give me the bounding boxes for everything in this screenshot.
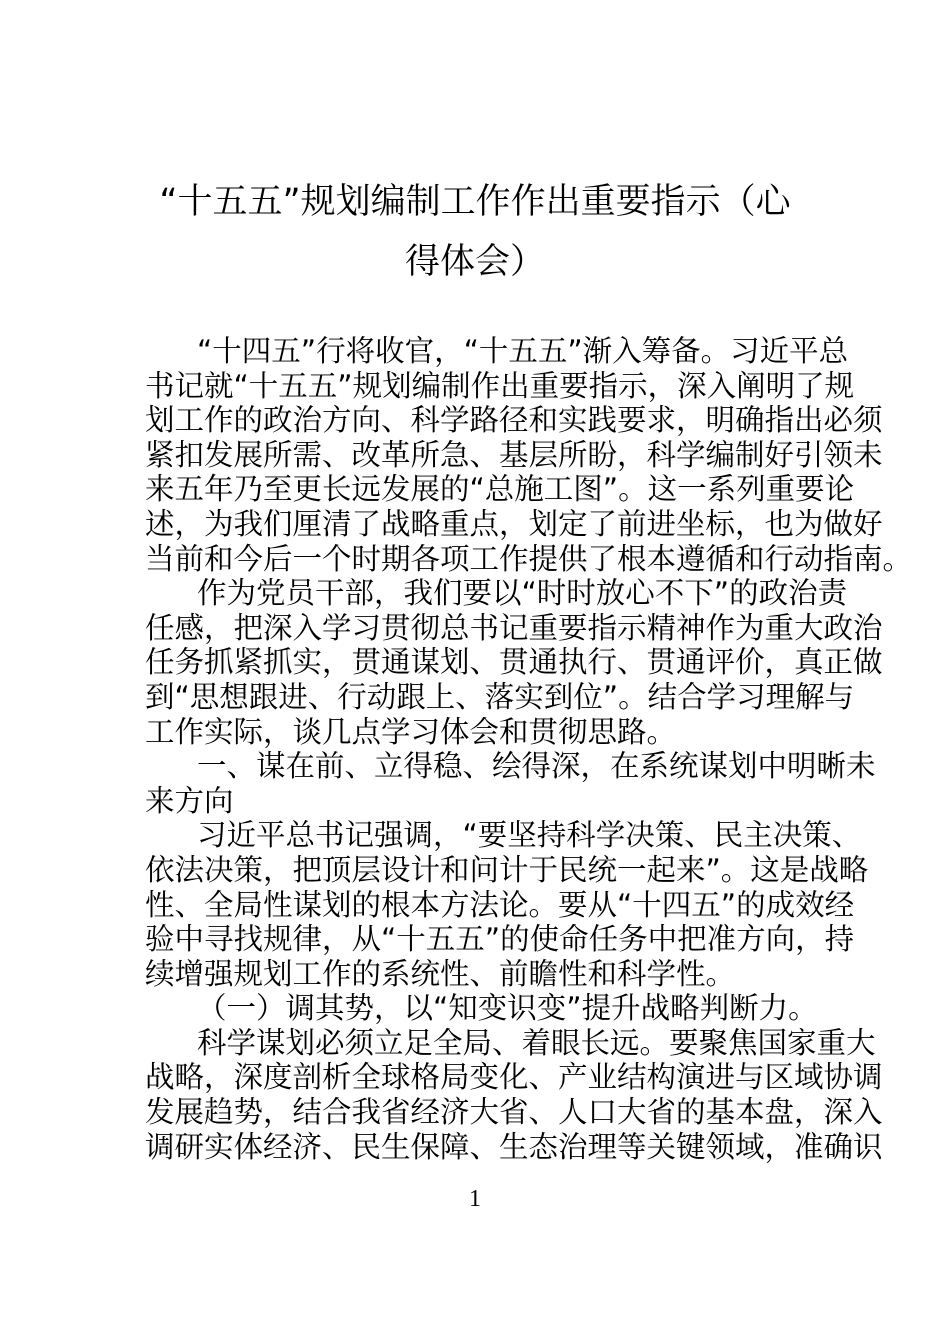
paragraph-intro (145, 334, 913, 576)
text-line: 战略，深度剖析全球格局变化、产业结构演进与区域协调 (145, 1060, 883, 1095)
text-line: 任感，把深入学习贯彻总书记重要指示精神作为重大政治 (145, 610, 883, 645)
text-line: 调研实体经济、民生保障、生态治理等关键领域，准确识 (145, 1129, 883, 1164)
text-line: 发展趋势，结合我省经济大省、人口大省的基本盘，深入 (145, 1095, 883, 1130)
page-number: 1 (469, 1186, 481, 1212)
text-line: 划工作的政治方向、科学路径和实践要求，明确指出必须 (145, 403, 883, 438)
subsection-heading-1-1 (145, 991, 818, 1026)
paragraph-method (145, 818, 869, 991)
title-line: “十五五”规划编制工作作出重要指示（心 (159, 182, 791, 222)
text-line: 工作实际，谈几点学习体会和贯彻思路。 (145, 714, 677, 749)
text-line: 当前和今后一个时期各项工作提供了根本遵循和行动指南。 (145, 541, 913, 576)
text-line: 性、全局性谋划的根本方法论。要从“十四五”的成效经 (145, 887, 855, 922)
paragraph-commitment (145, 576, 883, 749)
title-line: 得体会） (404, 242, 545, 282)
heading-line: 来方向 (145, 783, 234, 818)
text-line: 验中寻找规律，从“十五五”的使命任务中把准方向，持 (145, 922, 855, 957)
text-line: 科学谋划必须立足全局、着眼长远。要聚焦国家重大 (197, 1025, 876, 1060)
text-line: 习近平总书记强调，“要坚持科学决策、民主决策、 (197, 818, 862, 853)
paragraph-strategy (145, 1025, 883, 1164)
text-line: “十四五”行将收官，“十五五”渐入筹备。习近平总 (197, 334, 849, 368)
text-line: 紧扣发展所需、改革所急、基层所盼，科学编制好引领未 (145, 437, 883, 472)
text-line: 续增强规划工作的系统性、前瞻性和科学性。 (145, 956, 736, 991)
text-line: 述，为我们厘清了战略重点，划定了前进坐标，也为做好 (145, 506, 883, 541)
document-title (140, 172, 810, 292)
section-heading-1 (145, 749, 876, 818)
heading-line: （一）调其势，以“知变识变”提升战略判断力。 (197, 991, 818, 1026)
text-line: 任务抓紧抓实，贯通谋划、贯通执行、贯通评价，真正做 (145, 645, 883, 680)
text-line: 依法决策，把顶层设计和问计于民统一起来”。这是战略 (145, 852, 869, 887)
document-body (145, 334, 913, 1164)
text-line: 作为党员干部，我们要以“时时放心不下”的政治责 (197, 576, 848, 611)
text-line: 来五年乃至更长远发展的“总施工图”。这一系列重要论 (145, 472, 855, 507)
text-line: 书记就“十五五”规划编制作出重要指示，深入阐明了规 (145, 368, 855, 403)
text-line: 到“思想跟进、行动跟上、落实到位”。结合学习理解与 (145, 679, 855, 714)
heading-line: 一、谋在前、立得稳、绘得深，在系统谋划中明晰未 (197, 749, 876, 784)
